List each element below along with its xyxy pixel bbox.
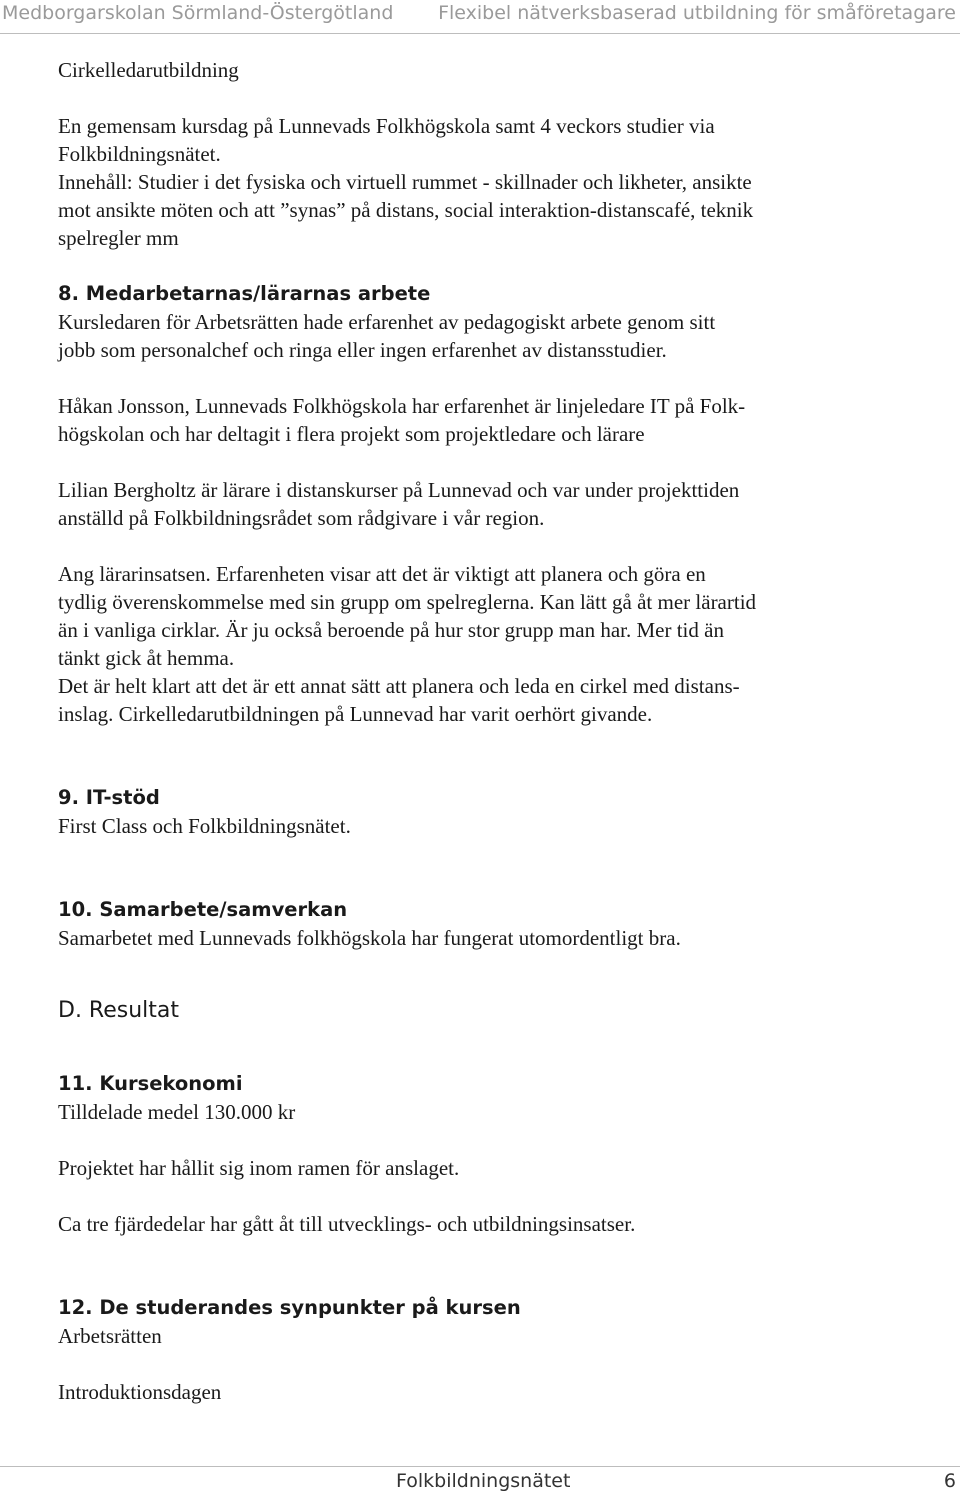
paragraph-line: tydlig överenskommelse med sin grupp om spelreglerna. Kan lätt gå åt mer lärartid (58, 590, 757, 614)
paragraph-line: Kursledaren för Arbetsrätten hade erfarenhet av pedagogiskt arbete genom sitt (58, 310, 716, 334)
paragraph-line: anställd på Folkbildningsrådet som rådgivare i vår region. (58, 506, 545, 530)
paragraph-line: Håkan Jonsson, Lunnevads Folkhögskola har erfarenhet är linjeledare IT på Folk- (58, 394, 746, 418)
paragraph-line: Tilldelade medel 130.000 kr (58, 1100, 296, 1124)
section-heading-12: 12. De studerandes synpunkter på kursen (58, 1296, 521, 1319)
section-heading-9: 9. IT-stöd (58, 786, 160, 809)
paragraph-line: Det är helt klart att det är ett annat sätt att planera och leda en cirkel med distans- (58, 674, 740, 698)
paragraph-line: Arbetsrätten (58, 1324, 162, 1348)
paragraph-line: mot ansikte möten och att ”synas” på distans, social interaktion-distanscafé, teknik (58, 198, 754, 222)
paragraph-line: Lilian Bergholtz är lärare i distanskurser på Lunnevad och var under projekttiden (58, 478, 740, 502)
footer-publisher: Folkbildningsnätet (396, 1470, 571, 1492)
paragraph-line: En gemensam kursdag på Lunnevads Folkhögskola samt 4 veckors studier via (58, 114, 715, 138)
section-heading-8: 8. Medarbetarnas/lärarnas arbete (58, 282, 431, 305)
paragraph-line: First Class och Folkbildningsnätet. (58, 814, 351, 838)
footer-divider (0, 1466, 960, 1467)
section-heading-10: 10. Samarbete/samverkan (58, 898, 348, 921)
paragraph-cirkelledarutbildning: Cirkelledarutbildning (58, 58, 239, 82)
paragraph-line: jobb som personalchef och ringa eller ingen erfarenhet av distansstudier. (58, 338, 667, 362)
paragraph-line: Innehåll: Studier i det fysiska och virtuell rummet - skillnader och likheter, ansikte (58, 170, 752, 194)
paragraph-line: Projektet har hållit sig inom ramen för anslaget. (58, 1156, 460, 1180)
paragraph-line: högskolan och har deltagit i flera projekt som projektledare och lärare (58, 422, 645, 446)
paragraph-line: Introduktionsdagen (58, 1380, 222, 1404)
paragraph-line: tänkt gick åt hemma. (58, 646, 235, 670)
paragraph-line: än i vanliga cirklar. Är ju också beroende på hur stor grupp man har. Mer tid än (58, 618, 724, 642)
paragraph-line: Samarbetet med Lunnevads folkhögskola har fungerat utomordentligt bra. (58, 926, 681, 950)
paragraph-line: Ang lärarinsatsen. Erfarenheten visar att det är viktigt att planera och göra en (58, 562, 706, 586)
header-organization: Medborgarskolan Sörmland-Östergötland (2, 2, 394, 24)
page-content (58, 56, 918, 1406)
paragraph-line: Ca tre fjärdedelar har gått åt till utvecklings- och utbildningsinsatser. (58, 1212, 636, 1236)
paragraph-line: inslag. Cirkelledarutbildningen på Lunnevad har varit oerhört givande. (58, 702, 653, 726)
section-heading-d: D. Resultat (58, 998, 180, 1023)
header-document-title: Flexibel nätverksbaserad utbildning för småföretagare (438, 2, 956, 24)
paragraph-line: Folkbildningsnätet. (58, 142, 221, 166)
page-number: 6 (943, 1470, 956, 1492)
section-heading-11: 11. Kursekonomi (58, 1072, 243, 1095)
paragraph-line: spelregler mm (58, 226, 179, 250)
header-divider (0, 33, 960, 34)
